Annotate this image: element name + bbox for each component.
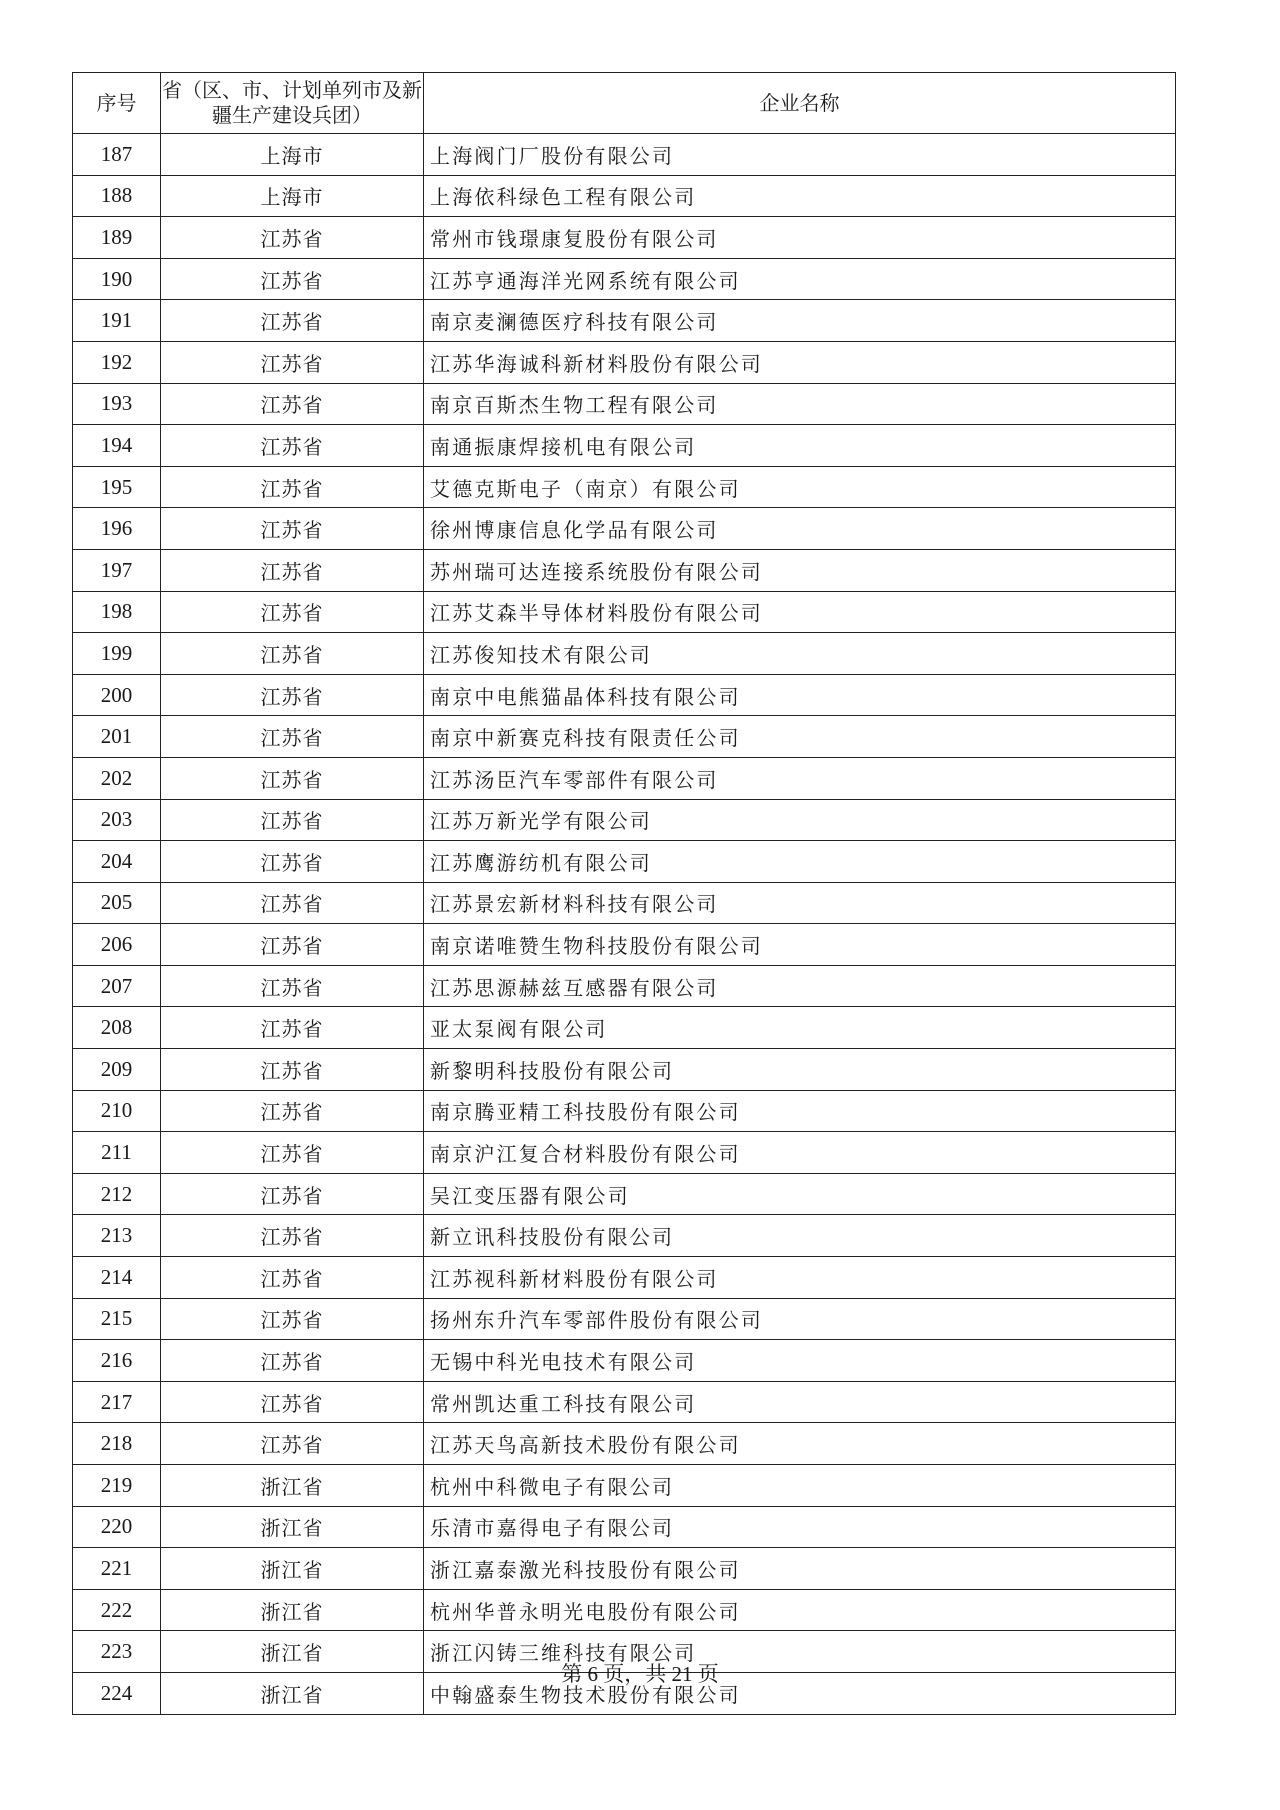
row-province: 浙江省 [161, 1465, 424, 1507]
row-company-name: 无锡中科光电技术有限公司 [424, 1340, 1176, 1382]
row-serial-number: 196 [73, 508, 161, 550]
row-serial-number: 221 [73, 1548, 161, 1590]
row-province: 江苏省 [161, 716, 424, 758]
table-row [73, 175, 1176, 217]
row-serial-number: 193 [73, 383, 161, 425]
row-serial-number: 206 [73, 924, 161, 966]
row-company-name: 江苏汤臣汽车零部件有限公司 [424, 757, 1176, 799]
row-province: 江苏省 [161, 1298, 424, 1340]
row-province: 上海市 [161, 175, 424, 217]
row-company-name: 江苏思源赫兹互感器有限公司 [424, 965, 1176, 1007]
row-serial-number: 194 [73, 425, 161, 467]
row-province: 江苏省 [161, 633, 424, 675]
row-company-name: 南京中电熊猫晶体科技有限公司 [424, 674, 1176, 716]
row-province: 浙江省 [161, 1672, 424, 1714]
row-province: 江苏省 [161, 1049, 424, 1091]
row-province: 江苏省 [161, 674, 424, 716]
table-row [73, 466, 1176, 508]
row-serial-number: 208 [73, 1007, 161, 1049]
row-serial-number: 216 [73, 1340, 161, 1382]
row-province: 江苏省 [161, 258, 424, 300]
table-row [73, 425, 1176, 467]
table-row [73, 757, 1176, 799]
header-row [73, 73, 1176, 134]
row-company-name: 南京中新赛克科技有限责任公司 [424, 716, 1176, 758]
row-province: 江苏省 [161, 1257, 424, 1299]
row-company-name: 南京百斯杰生物工程有限公司 [424, 383, 1176, 425]
row-serial-number: 218 [73, 1423, 161, 1465]
row-company-name: 江苏视科新材料股份有限公司 [424, 1257, 1176, 1299]
table-row [73, 1007, 1176, 1049]
row-serial-number: 215 [73, 1298, 161, 1340]
table-row [73, 1589, 1176, 1631]
table-row [73, 1049, 1176, 1091]
row-company-name: 常州市钱璟康复股份有限公司 [424, 217, 1176, 259]
row-serial-number: 188 [73, 175, 161, 217]
row-company-name: 杭州中科微电子有限公司 [424, 1465, 1176, 1507]
row-province: 江苏省 [161, 300, 424, 342]
row-province: 江苏省 [161, 841, 424, 883]
row-company-name: 上海依科绿色工程有限公司 [424, 175, 1176, 217]
row-company-name: 亚太泵阀有限公司 [424, 1007, 1176, 1049]
row-serial-number: 211 [73, 1132, 161, 1174]
row-province: 江苏省 [161, 924, 424, 966]
row-serial-number: 191 [73, 300, 161, 342]
table-row [73, 549, 1176, 591]
row-company-name: 南京沪江复合材料股份有限公司 [424, 1132, 1176, 1174]
row-company-name: 上海阀门厂股份有限公司 [424, 134, 1176, 176]
row-serial-number: 203 [73, 799, 161, 841]
table-row [73, 508, 1176, 550]
row-company-name: 乐清市嘉得电子有限公司 [424, 1506, 1176, 1548]
row-company-name: 浙江闪铸三维科技有限公司 [424, 1631, 1176, 1673]
row-province: 江苏省 [161, 1173, 424, 1215]
row-province: 江苏省 [161, 217, 424, 259]
row-company-name: 吴江变压器有限公司 [424, 1173, 1176, 1215]
table-row [73, 258, 1176, 300]
row-province: 江苏省 [161, 466, 424, 508]
row-company-name: 江苏俊知技术有限公司 [424, 633, 1176, 675]
row-province: 江苏省 [161, 1132, 424, 1174]
table-row [73, 633, 1176, 675]
row-province: 江苏省 [161, 341, 424, 383]
row-serial-number: 204 [73, 841, 161, 883]
row-company-name: 南京腾亚精工科技股份有限公司 [424, 1090, 1176, 1132]
document-page [72, 72, 1175, 1715]
row-serial-number: 212 [73, 1173, 161, 1215]
row-serial-number: 195 [73, 466, 161, 508]
row-company-name: 徐州博康信息化学品有限公司 [424, 508, 1176, 550]
table-row [73, 1465, 1176, 1507]
row-province: 浙江省 [161, 1506, 424, 1548]
table-row [73, 1381, 1176, 1423]
row-serial-number: 223 [73, 1631, 161, 1673]
row-serial-number: 209 [73, 1049, 161, 1091]
table-row [73, 134, 1176, 176]
row-serial-number: 217 [73, 1381, 161, 1423]
row-serial-number: 220 [73, 1506, 161, 1548]
row-province: 浙江省 [161, 1589, 424, 1631]
header-company-name: 企业名称 [424, 73, 1176, 134]
table-row [73, 1298, 1176, 1340]
row-serial-number: 213 [73, 1215, 161, 1257]
row-province: 江苏省 [161, 1007, 424, 1049]
row-serial-number: 198 [73, 591, 161, 633]
table-row [73, 1173, 1176, 1215]
row-province: 江苏省 [161, 549, 424, 591]
row-province: 江苏省 [161, 965, 424, 1007]
row-serial-number: 197 [73, 549, 161, 591]
row-company-name: 江苏鹰游纺机有限公司 [424, 841, 1176, 883]
row-province: 江苏省 [161, 383, 424, 425]
row-serial-number: 199 [73, 633, 161, 675]
table-row [73, 1215, 1176, 1257]
table-row [73, 965, 1176, 1007]
page-footer: 第 6 页，共 21 页 [561, 1662, 719, 1686]
table-row [73, 1090, 1176, 1132]
row-company-name: 中翰盛泰生物技术股份有限公司 [424, 1672, 1176, 1714]
header-serial-number: 序号 [73, 73, 161, 134]
row-company-name: 江苏华海诚科新材料股份有限公司 [424, 341, 1176, 383]
row-province: 江苏省 [161, 1090, 424, 1132]
row-province: 江苏省 [161, 1381, 424, 1423]
row-serial-number: 201 [73, 716, 161, 758]
table-row [73, 1257, 1176, 1299]
row-province: 浙江省 [161, 1631, 424, 1673]
row-company-name: 苏州瑞可达连接系统股份有限公司 [424, 549, 1176, 591]
row-company-name: 艾德克斯电子（南京）有限公司 [424, 466, 1176, 508]
row-company-name: 浙江嘉泰激光科技股份有限公司 [424, 1548, 1176, 1590]
row-serial-number: 214 [73, 1257, 161, 1299]
row-serial-number: 219 [73, 1465, 161, 1507]
row-province: 江苏省 [161, 1340, 424, 1382]
row-company-name: 杭州华普永明光电股份有限公司 [424, 1589, 1176, 1631]
row-serial-number: 210 [73, 1090, 161, 1132]
table-row [73, 1506, 1176, 1548]
row-serial-number: 202 [73, 757, 161, 799]
table-row [73, 591, 1176, 633]
row-province: 江苏省 [161, 1215, 424, 1257]
row-serial-number: 207 [73, 965, 161, 1007]
row-serial-number: 205 [73, 882, 161, 924]
row-company-name: 江苏天鸟高新技术股份有限公司 [424, 1423, 1176, 1465]
table-body [73, 134, 1176, 1715]
row-company-name: 江苏亨通海洋光网系统有限公司 [424, 258, 1176, 300]
table-row [73, 924, 1176, 966]
row-province: 江苏省 [161, 1423, 424, 1465]
table-row [73, 716, 1176, 758]
row-province: 江苏省 [161, 757, 424, 799]
row-province: 江苏省 [161, 425, 424, 467]
table-row [73, 217, 1176, 259]
row-province: 上海市 [161, 134, 424, 176]
row-company-name: 新黎明科技股份有限公司 [424, 1049, 1176, 1091]
table-row [73, 841, 1176, 883]
row-company-name: 南京诺唯赞生物科技股份有限公司 [424, 924, 1176, 966]
row-province: 江苏省 [161, 508, 424, 550]
table-row [73, 799, 1176, 841]
table-row [73, 1132, 1176, 1174]
table-row [73, 300, 1176, 342]
row-serial-number: 187 [73, 134, 161, 176]
row-company-name: 江苏景宏新材料科技有限公司 [424, 882, 1176, 924]
row-province: 江苏省 [161, 591, 424, 633]
enterprise-table [72, 72, 1176, 1715]
row-serial-number: 200 [73, 674, 161, 716]
row-company-name: 南通振康焊接机电有限公司 [424, 425, 1176, 467]
row-serial-number: 190 [73, 258, 161, 300]
table-row [73, 341, 1176, 383]
row-company-name: 南京麦澜德医疗科技有限公司 [424, 300, 1176, 342]
table-row [73, 1423, 1176, 1465]
table-row [73, 674, 1176, 716]
table-row [73, 1340, 1176, 1382]
row-company-name: 扬州东升汽车零部件股份有限公司 [424, 1298, 1176, 1340]
row-company-name: 常州凯达重工科技有限公司 [424, 1381, 1176, 1423]
row-province: 江苏省 [161, 882, 424, 924]
table-row [73, 882, 1176, 924]
row-serial-number: 192 [73, 341, 161, 383]
table-row [73, 383, 1176, 425]
table-header [73, 73, 1176, 134]
row-company-name: 新立讯科技股份有限公司 [424, 1215, 1176, 1257]
row-company-name: 江苏艾森半导体材料股份有限公司 [424, 591, 1176, 633]
row-serial-number: 189 [73, 217, 161, 259]
row-province: 浙江省 [161, 1548, 424, 1590]
row-serial-number: 224 [73, 1672, 161, 1714]
row-company-name: 江苏万新光学有限公司 [424, 799, 1176, 841]
row-province: 江苏省 [161, 799, 424, 841]
row-serial-number: 222 [73, 1589, 161, 1631]
table-row [73, 1548, 1176, 1590]
header-province: 省（区、市、计划单列市及新疆生产建设兵团） [161, 73, 424, 134]
